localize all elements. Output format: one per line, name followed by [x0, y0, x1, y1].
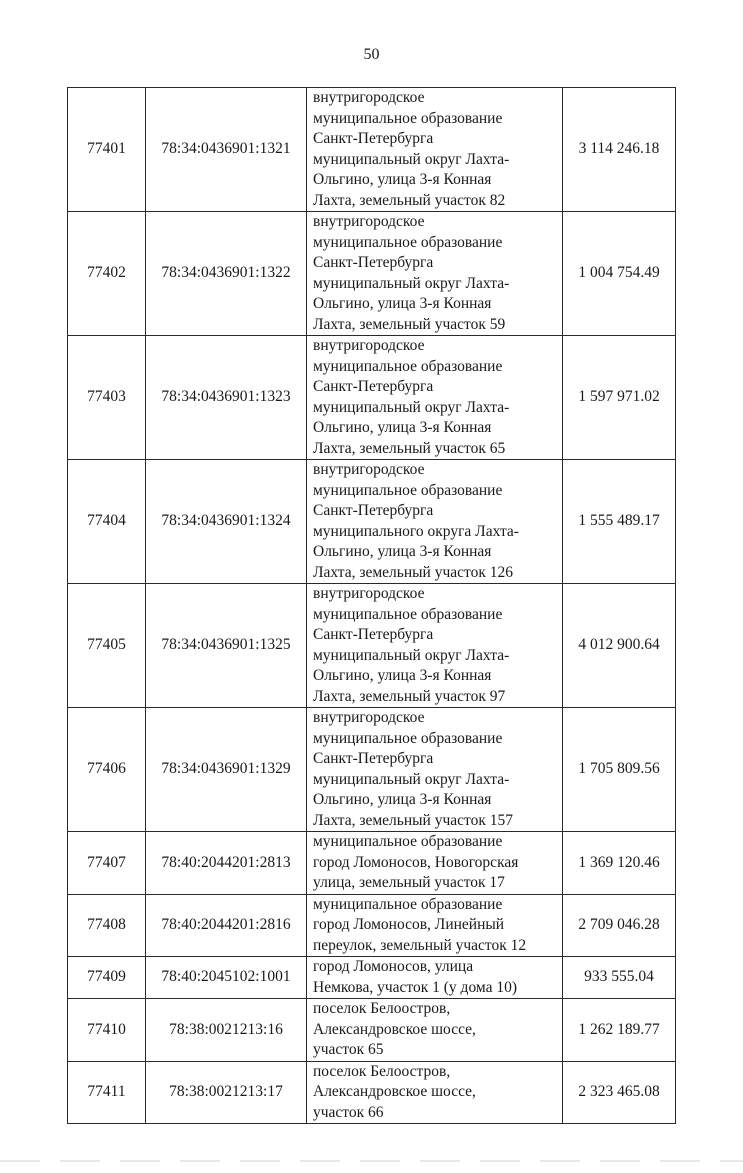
cadastral-value: 1 262 189.77 [563, 999, 676, 1062]
row-number: 77403 [68, 336, 146, 460]
address-line: участок 66 [313, 1103, 384, 1121]
address-cell [307, 894, 563, 957]
address-line: Санкт-Петербурга [313, 502, 434, 519]
cadastral-number: 78:34:0436901:1324 [146, 460, 307, 584]
scan-edge-divider [0, 1160, 743, 1162]
address-line: Ольгино, улица 3-я Конная [313, 295, 492, 312]
cadastral-number: 78:38:0021213:16 [146, 999, 307, 1062]
cadastral-value: 1 369 120.46 [563, 832, 676, 895]
row-number: 77409 [68, 957, 146, 999]
address-line: Лахта, земельный участок 59 [313, 315, 506, 333]
address-line: город Ломоносов, Новогорская [313, 853, 519, 871]
address-line: муниципальное образование [313, 109, 503, 127]
address-line: Санкт-Петербурга [313, 750, 434, 767]
address-line: Александровское шоссе, [313, 1020, 476, 1038]
cadastral-number: 78:34:0436901:1321 [146, 88, 307, 212]
address-cell [307, 832, 563, 895]
address-line: поселок Белоостров, [313, 1062, 451, 1080]
address-line: внутригородское [313, 213, 425, 230]
address-line: муниципальное образование [313, 233, 503, 251]
row-number: 77402 [68, 212, 146, 336]
table-row [68, 1061, 676, 1124]
address-line: Лахта, земельный участок 65 [313, 439, 506, 457]
cadastral-value: 2 323 465.08 [563, 1061, 676, 1124]
cadastral-number: 78:34:0436901:1325 [146, 584, 307, 708]
cadastral-value: 1 705 809.56 [563, 708, 676, 832]
address-line: муниципальное образование [313, 729, 503, 747]
address-line: муниципальное образование [313, 833, 503, 850]
address-line: муниципальный округ Лахта- [313, 398, 510, 416]
cadastral-number: 78:40:2044201:2816 [146, 894, 307, 957]
cadastral-value: 4 012 900.64 [563, 584, 676, 708]
address-line: Лахта, земельный участок 82 [313, 191, 506, 209]
address-line: Санкт-Петербурга [313, 378, 434, 395]
address-line: Лахта, земельный участок 126 [313, 563, 514, 581]
address-line: участок 65 [313, 1041, 384, 1058]
row-number: 77410 [68, 999, 146, 1062]
address-line: Ольгино, улица 3-я Конная [313, 419, 492, 436]
address-line: муниципальное образование [313, 481, 503, 499]
address-line: муниципальный округ Лахта- [313, 770, 510, 788]
cadastral-number: 78:40:2044201:2813 [146, 832, 307, 895]
address-line: Ольгино, улица 3-я Конная [313, 667, 492, 684]
address-cell [307, 1061, 563, 1124]
table-row [68, 460, 676, 584]
address-line: внутригородское [313, 709, 425, 726]
cadastral-value: 1 597 971.02 [563, 336, 676, 460]
address-line: Санкт-Петербурга [313, 626, 434, 643]
address-line: муниципальный округ Лахта- [313, 274, 510, 292]
address-cell [307, 460, 563, 584]
cadastral-number: 78:34:0436901:1323 [146, 336, 307, 460]
address-line: внутригородское [313, 461, 425, 478]
address-line: Лахта, земельный участок 97 [313, 687, 506, 705]
address-cell [307, 212, 563, 336]
address-line: город Ломоносов, Линейный [313, 916, 505, 933]
table-row [68, 999, 676, 1062]
cadastral-number: 78:40:2045102:1001 [146, 957, 307, 999]
table-row [68, 88, 676, 212]
address-line: Ольгино, улица 3-я Конная [313, 791, 492, 808]
table-row [68, 832, 676, 895]
address-line: внутригородское [313, 585, 425, 602]
address-cell [307, 336, 563, 460]
row-number: 77404 [68, 460, 146, 584]
table-row [68, 957, 676, 999]
cadastral-value: 2 709 046.28 [563, 894, 676, 957]
address-line: муниципальное образование [313, 895, 503, 913]
address-line: Александровское шоссе, [313, 1083, 476, 1100]
address-line: муниципальное образование [313, 357, 503, 375]
cadastral-value: 1 555 489.17 [563, 460, 676, 584]
land-plot-table [67, 87, 676, 1124]
address-cell [307, 708, 563, 832]
address-line: улица, земельный участок 17 [313, 874, 505, 891]
address-line: Немкова, участок 1 (у дома 10) [313, 978, 518, 996]
cadastral-value: 933 555.04 [563, 957, 676, 999]
cadastral-number: 78:34:0436901:1322 [146, 212, 307, 336]
table-row [68, 336, 676, 460]
address-line: муниципальное образование [313, 605, 503, 623]
address-line: муниципального округа Лахта- [313, 522, 519, 540]
table-row [68, 708, 676, 832]
address-line: Санкт-Петербурга [313, 254, 434, 271]
row-number: 77407 [68, 832, 146, 895]
address-line: Ольгино, улица 3-я Конная [313, 543, 492, 560]
page-number: 50 [363, 46, 380, 63]
address-cell [307, 88, 563, 212]
address-line: внутригородское [313, 89, 425, 106]
address-cell [307, 584, 563, 708]
address-line: Санкт-Петербурга [313, 130, 434, 147]
address-line: муниципальный округ Лахта- [313, 150, 510, 168]
address-line: переулок, земельный участок 12 [313, 936, 527, 954]
table-row [68, 584, 676, 708]
address-cell [307, 957, 563, 999]
cadastral-value: 1 004 754.49 [563, 212, 676, 336]
row-number: 77411 [68, 1061, 146, 1124]
row-number: 77406 [68, 708, 146, 832]
cadastral-number: 78:34:0436901:1329 [146, 708, 307, 832]
address-line: внутригородское [313, 337, 425, 354]
address-line: Лахта, земельный участок 157 [313, 811, 514, 829]
address-cell [307, 999, 563, 1062]
cadastral-value: 3 114 246.18 [563, 88, 676, 212]
table-row [68, 212, 676, 336]
table-row [68, 894, 676, 957]
cadastral-number: 78:38:0021213:17 [146, 1061, 307, 1124]
row-number: 77408 [68, 894, 146, 957]
address-line: муниципальный округ Лахта- [313, 646, 510, 664]
row-number: 77405 [68, 584, 146, 708]
row-number: 77401 [68, 88, 146, 212]
address-line: город Ломоносов, улица [313, 958, 474, 975]
address-line: поселок Белоостров, [313, 1000, 451, 1017]
address-line: Ольгино, улица 3-я Конная [313, 171, 492, 188]
